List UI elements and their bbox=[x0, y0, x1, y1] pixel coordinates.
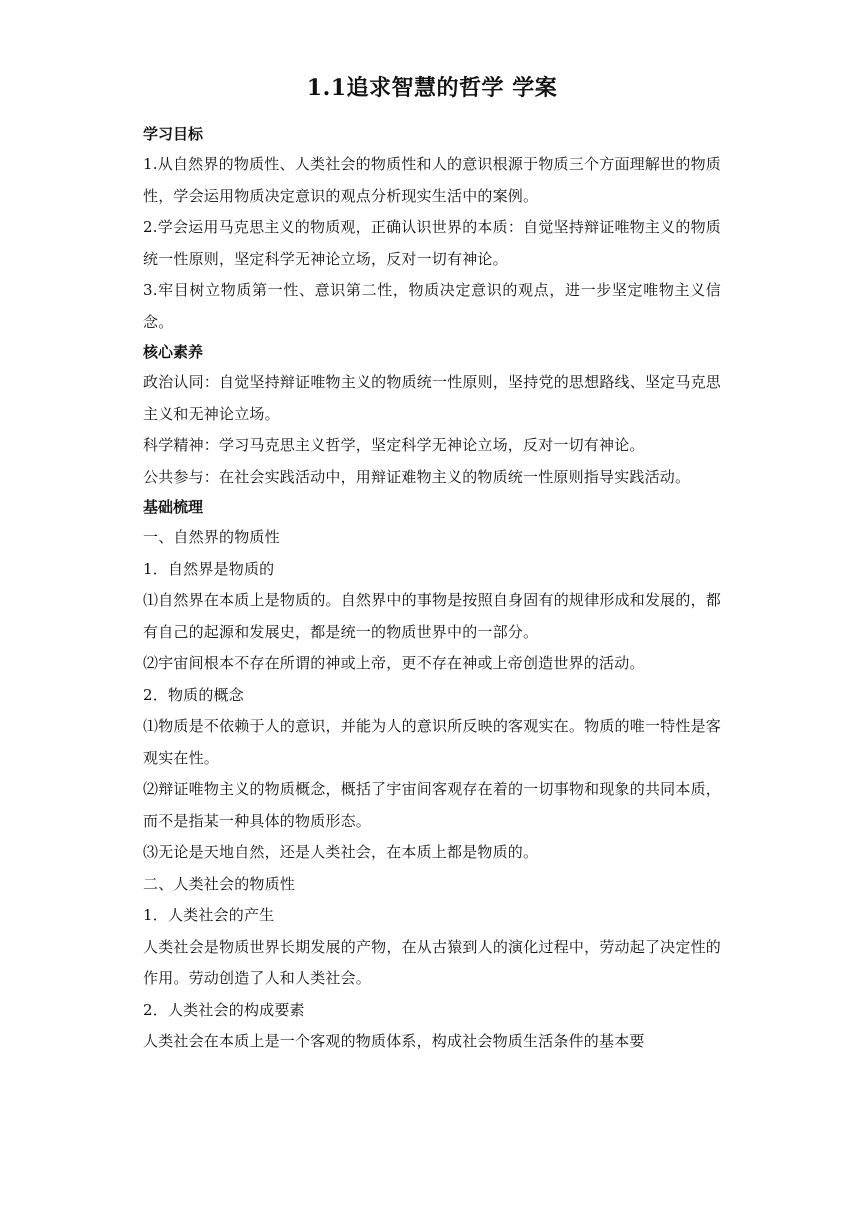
basics-subheading-nature: 一、自然界的物质性 bbox=[143, 528, 280, 546]
basics-point-1: 1．自然界是物质的 bbox=[143, 559, 275, 578]
section-heading-literacy: 核心素养 bbox=[143, 343, 204, 361]
basics-paragraph: 人类社会在本质上是一个客观的物质体系，构成社会物质生活条件的基本要 bbox=[143, 1032, 645, 1050]
section-heading-objectives: 学习目标 bbox=[143, 125, 204, 143]
basics-paragraph: ⑵宇宙间根本不存在所谓的神或上帝，更不存在神或上帝创造世界的活动。 bbox=[143, 654, 645, 672]
section-literacy bbox=[143, 338, 721, 493]
basics-paragraph: 人类社会是物质世界长期发展的产物，在从古猿到人的演化过程中，劳动起了决定性的作用。劳动创造了人和人类社会。 bbox=[143, 937, 721, 987]
basics-point-2: 2．物质的概念 bbox=[143, 685, 244, 704]
literacy-item-public: 公共参与：在社会实践活动中，用辩证难物主义的物质统一性原则指导实践活动。 bbox=[143, 467, 691, 486]
basics-point-2: 2．人类社会的构成要素 bbox=[143, 1000, 305, 1019]
section-objectives bbox=[143, 120, 721, 338]
literacy-item-science: 科学精神：学习马克思主义哲学，坚定科学无神论立场，反对一切有神论。 bbox=[143, 436, 645, 454]
literacy-item-political: 政治认同：自觉坚持辩证唯物主义的物质统一性原则，坚持党的思想路线、坚定马克思主义和无神论立场。 bbox=[143, 373, 721, 423]
basics-paragraph: ⑴物质是不依赖于人的意识，并能为人的意识所反映的客观实在。物质的唯一特性是客观实在性。 bbox=[143, 717, 721, 767]
document-page bbox=[143, 70, 721, 1058]
section-basics bbox=[143, 493, 721, 1058]
objective-item-2: 2.学会运用马克思主义的物质观，正确认识世界的本质：自觉坚持辩证唯物主义的物质统一性原则，坚定科学无神论立场，反对一切有神论。 bbox=[143, 218, 721, 268]
document-title: 1.1追求智慧的哲学 学案 bbox=[306, 75, 558, 101]
basics-subheading-society: 二、人类社会的物质性 bbox=[143, 874, 296, 893]
basics-paragraph: ⑶无论是天地自然，还是人类社会，在本质上都是物质的。 bbox=[143, 843, 539, 861]
basics-point-1: 1．人类社会的产生 bbox=[143, 906, 275, 924]
basics-paragraph: ⑴自然界在本质上是物质的。自然界中的事物是按照自身固有的规律形成和发展的，都有自己的起源和发展史，都是统一的物质世界中的一部分。 bbox=[143, 591, 721, 641]
objective-item-3: 3.牢目树立物质第一性、意识第二性，物质决定意识的观点，进一步坚定唯物主义信念。 bbox=[143, 281, 721, 331]
section-heading-basics: 基础梳理 bbox=[143, 498, 204, 516]
objective-item-1: 1.从自然界的物质性、人类社会的物质性和人的意识根源于物质三个方面理解世的物质性，学会运用物质决定意识的观点分析现实生活中的案例。 bbox=[143, 155, 721, 205]
basics-paragraph: ⑵辩证唯物主义的物质概念，概括了宇宙间客观存在着的一切事物和现象的共同本质，而不是指某一种具体的物质形态。 bbox=[143, 780, 721, 830]
